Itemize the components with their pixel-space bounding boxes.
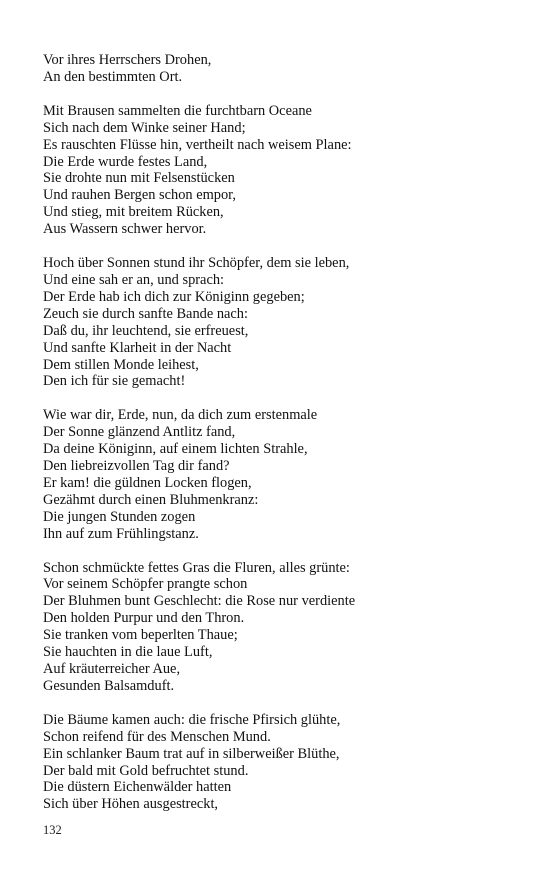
poem-stanza — [43, 52, 523, 86]
poem-line: Wie war dir, Erde, nun, da dich zum erstenmale — [43, 407, 318, 424]
poem-line: Vor seinem Schöpfer prangte schon — [43, 576, 248, 593]
poem-line: Dem stillen Monde leihest, — [43, 356, 199, 373]
poem-line: Schon schmückte fettes Gras die Fluren, alles grünte: — [43, 559, 350, 576]
poem-line: Da deine Königinn, auf einem lichten Strahle, — [43, 441, 308, 458]
poem-line: Sie tranken vom beperlten Thaue; — [43, 627, 238, 644]
page-number: 132 — [43, 823, 62, 837]
poem-line: Gezähmt durch einen Bluhmenkranz: — [43, 491, 259, 508]
poem-line: Ein schlanker Baum trat auf in silberweißer Blüthe, — [43, 745, 340, 762]
poem-line: Sich nach dem Winke seiner Hand; — [43, 119, 246, 136]
poem-line: Und rauhen Bergen schon empor, — [43, 187, 236, 204]
poem-stanza — [43, 407, 523, 542]
poem-line: Die Erde wurde festes Land, — [43, 153, 208, 170]
poem-line: Sie drohte nun mit Felsenstücken — [43, 170, 235, 187]
poem-line: Der bald mit Gold befruchtet stund. — [43, 762, 249, 779]
poem-stanza — [43, 103, 523, 238]
poem-line: Sich über Höhen ausgestreckt, — [43, 796, 219, 813]
poem-line: Und eine sah er an, und sprach: — [43, 271, 225, 288]
poem-line: Die Bäume kamen auch: die frische Pfirsich glühte, — [43, 711, 341, 728]
poem-line: Mit Brausen sammelten die furchtbarn Oceane — [43, 102, 312, 119]
poem-line: Vor ihres Herrschers Drohen, — [43, 52, 212, 68]
poem-line: Den liebreizvollen Tag dir fand? — [43, 458, 230, 475]
poem-line: Und sanfte Klarheit in der Nacht — [43, 339, 232, 356]
poem-line: Ihn auf zum Frühlingstanz. — [43, 525, 199, 542]
poem-line: Er kam! die güldnen Locken flogen, — [43, 474, 252, 491]
poem-line: Den ich für sie gemacht! — [43, 373, 186, 390]
poem-line: An den bestimmten Ort. — [43, 68, 183, 85]
poem-stanza — [43, 712, 523, 813]
poem-stanza — [43, 255, 523, 390]
poem-stanza — [43, 560, 523, 695]
poem-line: Der Bluhmen bunt Geschlecht: die Rose nur verdiente — [43, 593, 356, 610]
poem-line: Daß du, ihr leuchtend, sie erfreuest, — [43, 322, 249, 339]
poem-line: Die düstern Eichenwälder hatten — [43, 779, 232, 796]
poem-line: Der Sonne glänzend Antlitz fand, — [43, 424, 236, 441]
poem-line: Sie hauchten in die laue Luft, — [43, 644, 213, 661]
poem-text — [43, 52, 523, 830]
poem-line: Aus Wassern schwer hervor. — [43, 221, 207, 238]
poem-line: Die jungen Stunden zogen — [43, 508, 196, 525]
poem-line: Hoch über Sonnen stund ihr Schöpfer, dem sie leben, — [43, 255, 350, 272]
poem-line: Auf kräuterreicher Aue, — [43, 661, 181, 677]
poem-line: Schon reifend für des Menschen Mund. — [43, 728, 271, 745]
poem-line: Zeuch sie durch sanfte Bande nach: — [43, 305, 248, 322]
poem-line: Und stieg, mit breitem Rücken, — [43, 204, 224, 221]
poem-line: Den holden Purpur und den Thron. — [43, 610, 245, 627]
poem-line: Der Erde hab ich dich zur Königinn gegeben; — [43, 288, 305, 305]
poem-line: Es rauschten Flüsse hin, vertheilt nach weisem Plane: — [43, 136, 352, 153]
poem-line: Gesunden Balsamduft. — [43, 677, 175, 694]
